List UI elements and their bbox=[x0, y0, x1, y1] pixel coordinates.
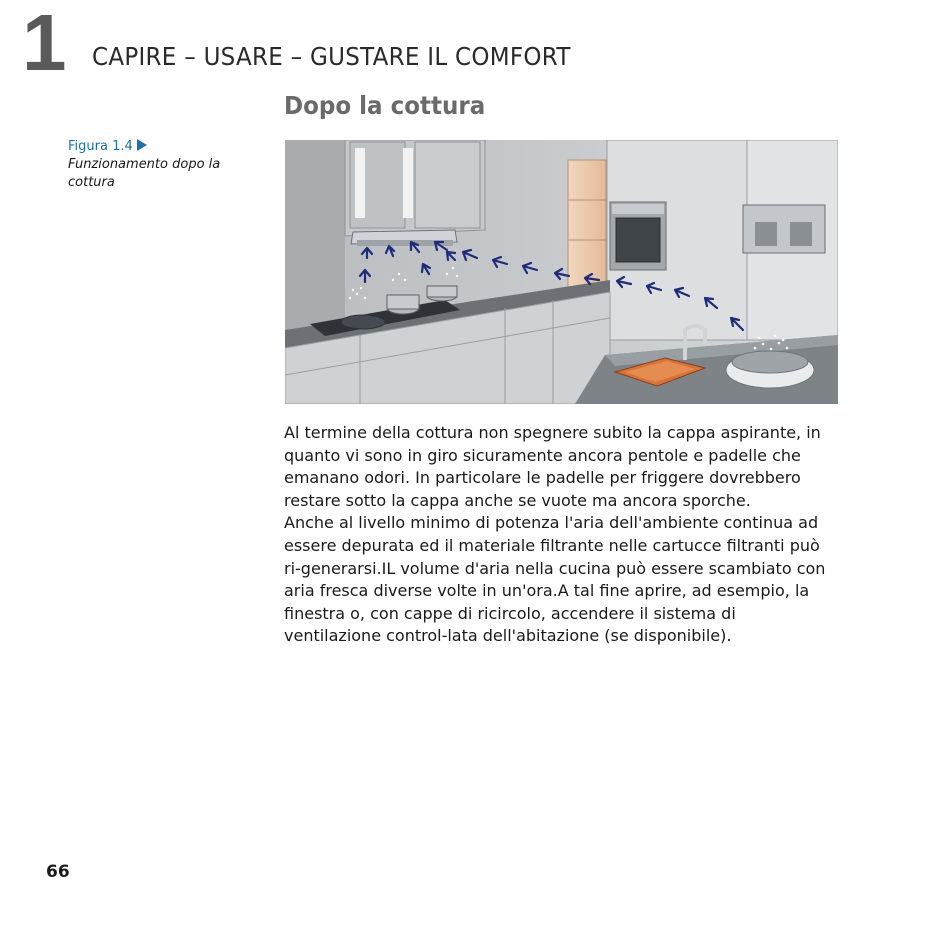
body-text bbox=[284, 422, 832, 648]
body-paragraph-1: Al termine della cottura non spegnere subito la cappa aspirante, in quanto vi sono in giro sicuramente ancora pentole e padelle che emanano odori. In particolare le padelle per friggere dovrebbero restare sotto la cappa anche se vuote ma ancora sporche. bbox=[284, 423, 821, 510]
play-arrow-icon bbox=[137, 139, 147, 151]
page-number: 66 bbox=[46, 862, 70, 882]
figure-label: Figura 1.4 bbox=[68, 139, 133, 154]
chapter-title: CAPIRE – USARE – GUSTARE IL COMFORT bbox=[92, 42, 571, 71]
figure-caption bbox=[68, 138, 258, 192]
figure-label-row bbox=[68, 138, 258, 156]
chapter-number: 1 bbox=[22, 0, 64, 87]
kitchen-illustration bbox=[285, 140, 838, 404]
section-title: Dopo la cottura bbox=[284, 91, 486, 120]
body-paragraph-2: Anche al livello minimo di potenza l'aria dell'ambiente continua ad essere depurata ed il materiale filtrante nelle cartucce filtranti può ri-generarsi.IL volume d'aria nella cucina può essere scambiato con aria fresca diverse volte in un'ora.A tal fine aprire, ad esempio, la finestra o, con cappe di ricircolo, accendere il sistema di ventilazione control-lata dell'abitazione (se disponibile). bbox=[284, 513, 826, 646]
figure-caption-text: Funzionamento dopo la cottura bbox=[68, 157, 221, 190]
